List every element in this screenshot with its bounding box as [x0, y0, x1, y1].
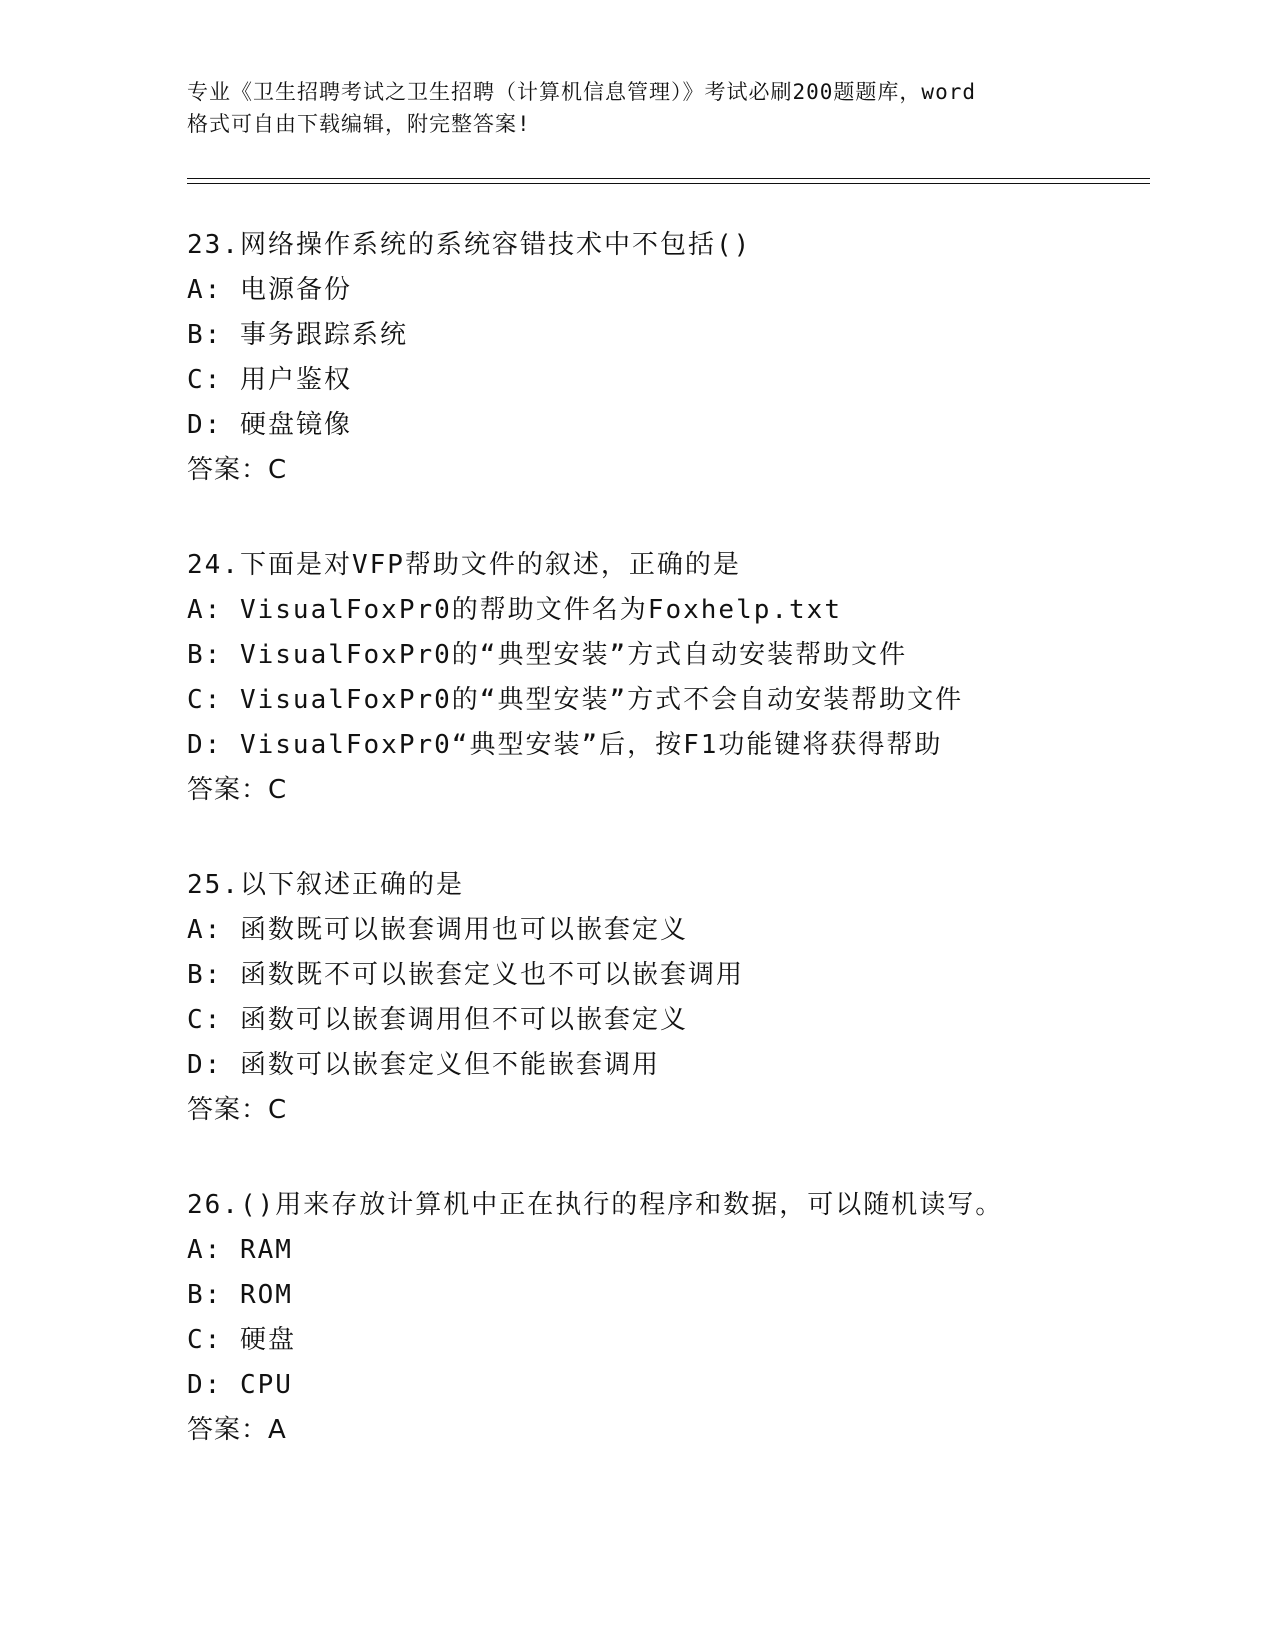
option-c: C: 硬盘	[187, 1325, 296, 1355]
option-a: A: VisualFoxPr0的帮助文件名为Foxhelp.txt	[187, 595, 842, 625]
answer-line	[187, 1408, 1147, 1453]
answer-line	[187, 768, 1147, 813]
answer-value: C	[268, 455, 288, 485]
question-26	[187, 1183, 1147, 1453]
option-b: B: VisualFoxPr0的“典型安装”方式自动安装帮助文件	[187, 640, 908, 670]
answer-label: 答案：	[187, 775, 269, 805]
answer-value: C	[268, 775, 288, 805]
answer-label: 答案：	[187, 455, 269, 485]
header-line-2: 格式可自由下载编辑，附完整答案!	[187, 112, 531, 136]
question-stem: 26.()用来存放计算机中正在执行的程序和数据，可以随机读写。	[187, 1190, 1004, 1220]
answer-line	[187, 448, 1147, 493]
option-a: A: 电源备份	[187, 275, 352, 305]
answer-label: 答案：	[187, 1095, 269, 1125]
answer-line	[187, 1088, 1147, 1133]
question-stem: 24.下面是对VFP帮助文件的叙述，正确的是	[187, 550, 741, 580]
answer-value: A	[268, 1415, 287, 1445]
answer-value: C	[268, 1095, 288, 1125]
option-a: A: 函数既可以嵌套调用也可以嵌套定义	[187, 915, 688, 945]
option-b: B: 事务跟踪系统	[187, 320, 408, 350]
option-d: D: 函数可以嵌套定义但不能嵌套调用	[187, 1050, 660, 1080]
option-c: C: 用户鉴权	[187, 365, 352, 395]
header-divider-bottom	[187, 183, 1150, 184]
option-d: D: CPU	[187, 1370, 293, 1400]
header-line-1: 专业《卫生招聘考试之卫生招聘（计算机信息管理）》考试必刷200题题库，word	[187, 80, 976, 104]
question-24	[187, 543, 1147, 813]
option-b: B: ROM	[187, 1280, 293, 1310]
question-stem: 25.以下叙述正确的是	[187, 870, 464, 900]
question-23	[187, 223, 1147, 493]
option-b: B: 函数既不可以嵌套定义也不可以嵌套调用	[187, 960, 744, 990]
document-header	[187, 76, 1087, 140]
option-d: D: 硬盘镜像	[187, 410, 352, 440]
option-c: C: VisualFoxPr0的“典型安装”方式不会自动安装帮助文件	[187, 685, 964, 715]
answer-label: 答案：	[187, 1415, 269, 1445]
option-d: D: VisualFoxPr0“典型安装”后，按F1功能键将获得帮助	[187, 730, 943, 760]
option-c: C: 函数可以嵌套调用但不可以嵌套定义	[187, 1005, 688, 1035]
option-a: A: RAM	[187, 1235, 293, 1265]
question-25	[187, 863, 1147, 1133]
question-stem: 23.网络操作系统的系统容错技术中不包括()	[187, 230, 752, 260]
header-divider-top	[187, 178, 1150, 179]
